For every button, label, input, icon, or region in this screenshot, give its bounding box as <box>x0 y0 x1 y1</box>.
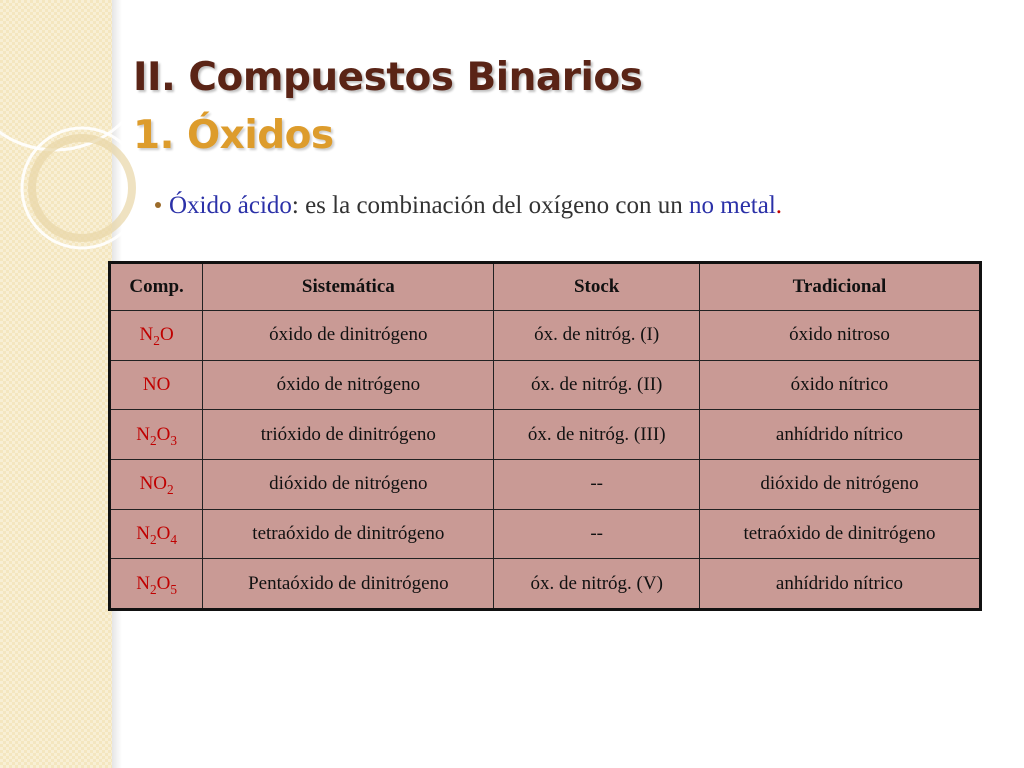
sistematica-cell: óxido de dinitrógeno <box>203 311 494 361</box>
sistematica-cell: dióxido de nitrógeno <box>203 459 494 509</box>
formula-subscript: 2 <box>149 531 157 547</box>
stock-cell: óx. de nitróg. (III) <box>494 410 700 460</box>
formula-subscript: 2 <box>149 581 157 597</box>
tradicional-cell: tetraóxido de dinitrógeno <box>699 509 980 559</box>
formula-cell <box>110 311 203 361</box>
stock-cell: óx. de nitróg. (II) <box>494 360 700 410</box>
tradicional-cell: óxido nitroso <box>699 311 980 361</box>
formula-subscript: 4 <box>170 531 177 547</box>
sistematica-cell: trióxido de dinitrógeno <box>203 410 494 460</box>
formula-subscript: 3 <box>170 432 177 448</box>
oxides-table <box>108 261 982 611</box>
header-sistematica: Sistemática <box>203 263 494 311</box>
sistematica-cell: tetraóxido de dinitrógeno <box>203 509 494 559</box>
header-tradicional: Tradicional <box>699 263 980 311</box>
stock-cell: -- <box>494 509 700 559</box>
formula-symbol: N <box>136 522 150 544</box>
formula-subscript: 5 <box>170 581 177 597</box>
definition-period: . <box>775 192 783 219</box>
term-oxido-acido: Óxido ácido <box>169 192 292 219</box>
stock-cell: óx. de nitróg. (V) <box>494 559 700 610</box>
formula-subscript: 2 <box>167 482 174 498</box>
formula-cell <box>110 410 203 460</box>
bullet-dot-icon <box>155 202 161 208</box>
sistematica-cell: Pentaóxido de dinitrógeno <box>203 559 494 610</box>
table-row <box>110 311 981 361</box>
table-row <box>110 509 981 559</box>
formula-symbol: N <box>139 324 154 346</box>
formula-symbol: NO <box>139 473 168 495</box>
definition-text: : es la combinación del oxígeno con un <box>291 192 690 219</box>
tradicional-cell: anhídrido nítrico <box>699 559 980 610</box>
formula-subscript: 2 <box>153 333 160 349</box>
header-stock: Stock <box>494 263 700 311</box>
formula-subscript: 2 <box>149 432 157 448</box>
formula-cell <box>110 559 203 610</box>
term-no-metal: no metal <box>689 192 776 219</box>
formula-symbol: O <box>156 423 171 445</box>
formula-symbol: N <box>136 572 150 594</box>
tradicional-cell: anhídrido nítrico <box>699 410 980 460</box>
formula-cell <box>110 360 203 410</box>
formula-cell <box>110 459 203 509</box>
tradicional-cell: dióxido de nitrógeno <box>699 459 980 509</box>
formula-symbol: N <box>136 423 150 445</box>
table-header-row <box>110 263 981 311</box>
table-row <box>110 559 981 610</box>
sistematica-cell: óxido de nitrógeno <box>203 360 494 410</box>
formula-symbol: O <box>156 572 171 594</box>
formula-symbol: O <box>159 324 174 346</box>
stock-cell: -- <box>494 459 700 509</box>
table-row <box>110 360 981 410</box>
formula-cell <box>110 509 203 559</box>
header-comp: Comp. <box>110 263 203 311</box>
stock-cell: óx. de nitróg. (I) <box>494 311 700 361</box>
table-row <box>110 410 981 460</box>
decorative-side-band <box>0 0 112 768</box>
table-row <box>110 459 981 509</box>
bullet-definition <box>155 192 782 220</box>
tradicional-cell: óxido nítrico <box>699 360 980 410</box>
title-subtitle: 1. Óxidos <box>133 113 334 158</box>
title-main: II. Compuestos Binarios <box>133 55 643 100</box>
formula-symbol: O <box>156 522 171 544</box>
formula-symbol: NO <box>142 373 171 395</box>
